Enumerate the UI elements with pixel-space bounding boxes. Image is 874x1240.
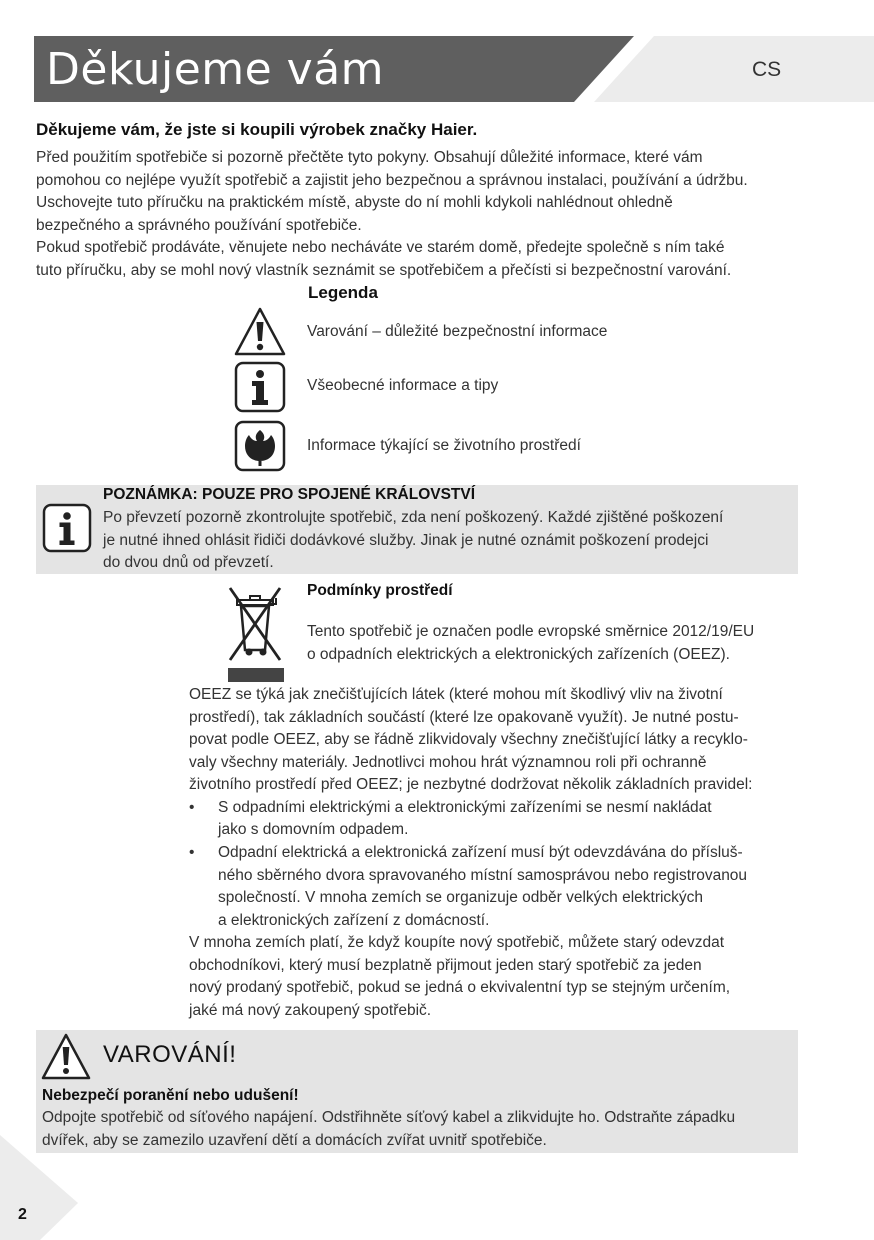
- weee-line: jaké má nový zakoupený spotřebič.: [189, 1002, 432, 1019]
- warning-body: [42, 1107, 792, 1152]
- weee-line: prostředí), tak základních součástí (které lze opakovaně využít). Je nutné postu-: [189, 709, 739, 726]
- warning-triangle-icon: [40, 1032, 92, 1082]
- note-line: Po převzetí pozorně zkontrolujte spotřebič, zda není poškozený. Každé zjištěné poškození: [103, 509, 724, 526]
- legend-item-warning: Varování – důležité bezpečnostní informace: [307, 323, 608, 340]
- page-corner-decoration: [0, 1135, 80, 1240]
- legend-item-environment: Informace týkající se životního prostředí: [307, 437, 581, 454]
- intro-line: pomohou co nejlépe využít spotřebič a zajistit jeho bezpečnou a správnou instalaci, používání a údržbu.: [36, 172, 748, 189]
- environment-icon: [233, 419, 287, 473]
- weee-line: valy všechny materiály. Jednotlivci mohou hrát významnou roli při ochranně: [189, 754, 707, 771]
- intro-line: tuto příručku, aby se mohl nový vlastník seznámit se spotřebičem a přečísti si bezpečnostní varování.: [36, 262, 732, 279]
- bullet-line: a elektronických zařízení z domácností.: [218, 912, 490, 929]
- intro-line: Před použitím spotřebiče si pozorně přečtěte tyto pokyny. Obsahují důležité informace, které vám: [36, 149, 703, 166]
- weee-line: nový prodaný spotřebič, pokud se jedná o ekvivalentní typ se stejným určením,: [189, 979, 731, 996]
- intro-title: Děkujeme vám, že jste si koupili výrobek značky Haier.: [36, 120, 478, 139]
- bullet-line: společností. V mnoha zemích se organizuje odběr velkých elektrických: [218, 889, 704, 906]
- legend-title: Legenda: [308, 283, 378, 302]
- note-body: [103, 507, 793, 575]
- warning-line: dvířek, aby se zamezilo uzavření dětí a domácích zvířat uvnitř spotřebiče.: [42, 1131, 547, 1149]
- note-title: POZNÁMKA: POUZE PRO SPOJENÉ KRÁLOVSTVÍ: [103, 486, 476, 503]
- note-line: do dvou dnů od převzetí.: [103, 554, 274, 572]
- environment-line: Tento spotřebič je označen podle evropské směrnice 2012/19/EU: [307, 623, 755, 640]
- header-banner-light: [594, 36, 874, 102]
- bullet-line: jako s domovním odpadem.: [218, 821, 409, 838]
- environment-title: Podmínky prostředí: [307, 582, 453, 599]
- bullet-marker: •: [189, 799, 195, 816]
- warning-triangle-icon: [233, 305, 287, 359]
- page-number: 2: [18, 1206, 27, 1223]
- weee-line: OEEZ se týká jak znečišťujících látek (které mohou mít škodlivý vliv na životní: [189, 686, 723, 703]
- weee-line: životního prostředí před OEEZ; je nezbytné dodržovat několik základních pravidel:: [189, 776, 753, 793]
- weee-line: V mnoha zemích platí, že když koupíte nový spotřebič, můžete starý odevzdat: [189, 934, 725, 951]
- weee-line: obchodníkovi, který musí bezplatně přijmout jeden starý spotřebič za jeden: [189, 957, 702, 974]
- bullet-line: Odpadní elektrická a elektronická zařízení musí být odevzdávána do přísluš-: [218, 844, 743, 861]
- legend-item-info: Všeobecné informace a tipy: [307, 377, 499, 394]
- intro-line: Pokud spotřebič prodáváte, věnujete nebo necháváte ve starém domě, předejte společně s ním také: [36, 239, 725, 256]
- environment-line: o odpadních elektrických a elektronických zařízeních (OEEZ).: [307, 645, 730, 663]
- info-icon: [42, 503, 92, 553]
- intro-line: Uschovejte tuto příručku na praktickém místě, abyste do ní mohli kdykoli nahlédnout ohledně: [36, 194, 673, 211]
- weee-crossed-bin-icon: [222, 582, 288, 684]
- note-line: je nutné ihned ohlásit řidiči dodávkové služby. Jinak je nutné oznámit poškození prodejci: [103, 531, 709, 549]
- warning-title: VAROVÁNÍ!: [103, 1041, 237, 1068]
- page-title: Děkujeme vám: [46, 44, 385, 95]
- info-icon: [233, 360, 287, 414]
- weee-line: povat podle OEEZ, aby se řádně zlikvidovaly všechny znečišťující látky a recyklo-: [189, 731, 748, 748]
- warning-subtitle: Nebezpečí poranění nebo udušení!: [42, 1087, 299, 1104]
- warning-line: Odpojte spotřebič od síťového napájení. Odstřihněte síťový kabel a zlikvidujte ho. Odstraňte západku: [42, 1109, 736, 1126]
- bullet-marker: •: [189, 844, 195, 861]
- intro-line: bezpečného a správného používání spotřebiče.: [36, 217, 362, 234]
- language-code: CS: [752, 58, 782, 81]
- environment-body: [307, 621, 799, 666]
- bullet-line: ného sběrného dvora spravovaného místní samosprávou nebo registrovanou: [218, 867, 748, 884]
- bullet-line: S odpadními elektrickými a elektronickými zařízeními se nesmí nakládat: [218, 799, 712, 816]
